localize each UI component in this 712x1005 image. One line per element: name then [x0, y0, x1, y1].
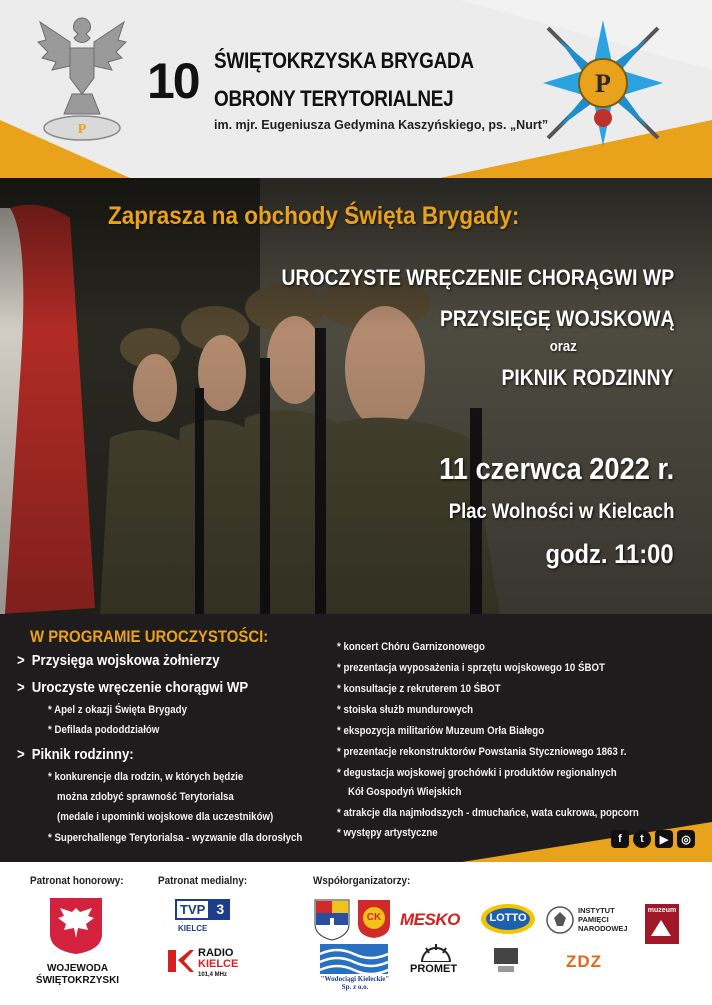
event-family-picnic: PIKNIK RODZINNY	[501, 365, 674, 390]
brigade-name-line1: ŚWIĘTOKRZYSKA BRYGADA	[214, 48, 474, 73]
event-flag-ceremony: UROCZYSTE WRĘCZENIE CHORĄGWI WP	[281, 265, 674, 290]
program-attraction: Kół Gospodyń Wiejskich	[348, 786, 462, 798]
wojewoda-line1: WOJEWODA	[46, 963, 109, 974]
lotto-text: LOTTO	[489, 912, 527, 924]
tvp-city: KIELCE	[178, 924, 208, 933]
event-date: 11 czerwca 2022 r.	[438, 451, 674, 486]
brigade-name-line2: OBRONY TERYTORIALNEJ	[214, 86, 454, 111]
patrons-section	[0, 862, 712, 1005]
muzeum-text: muzeum	[647, 907, 677, 914]
program-attraction: * koncert Chóru Garnizonowego	[337, 641, 485, 653]
co-organizers-label: Współorganizatorzy:	[313, 875, 411, 887]
brigade-patron: im. mjr. Eugeniusza Gedymina Kaszyńskiego, ps. „Nurt”	[214, 118, 549, 132]
social-icons	[611, 830, 695, 848]
wodociagi-line1: "Wodociągi Kieleckie"	[320, 975, 390, 983]
wdk-logo-icon	[492, 946, 520, 976]
program-section	[0, 614, 712, 862]
tvp-brand: TVP	[175, 899, 210, 920]
lotto-logo	[480, 902, 536, 936]
program-attraction: * występy artystyczne	[337, 827, 438, 839]
event-oath: PRZYSIĘGĘ WOJSKOWĄ	[439, 306, 674, 331]
program-item-flag	[17, 679, 248, 696]
promet-sun-icon	[418, 942, 454, 962]
ipn-logo	[578, 906, 628, 933]
radio-kielce-logo	[198, 948, 238, 981]
honorary-patronage-label: Patronat honorowy:	[30, 875, 124, 887]
ipn-line1: INSTYTUT	[578, 906, 615, 915]
program-subitem: * konkurencje dla rodzin, w których będzie	[48, 771, 244, 783]
chevron-right-icon: >	[17, 679, 25, 696]
program-attraction: * atrakcje dla najmłodszych - dmuchańce, wata cukrowa, popcorn	[337, 807, 639, 819]
zdz-logo: ZDZ	[566, 952, 603, 971]
program-attraction: * ekspozycja militariów Muzeum Orła Białego	[337, 725, 545, 737]
program-attraction: * konsultacje z rekruterem 10 ŚBOT	[337, 683, 501, 695]
program-item-picnic	[17, 746, 134, 763]
twitter-icon[interactable]: t	[633, 830, 651, 848]
event-time: godz. 11:00	[545, 539, 674, 569]
program-attraction: * degustacja wojskowej grochówki i produktów regionalnych	[337, 767, 617, 779]
event-conjunction: oraz	[549, 338, 577, 355]
radio-line1: RADIO	[198, 947, 234, 959]
brigade-number: 10	[147, 53, 199, 109]
ipn-line2: PAMIĘCI	[578, 915, 609, 924]
svg-text:P: P	[77, 122, 87, 137]
program-attraction: * prezentacja wyposażenia i sprzętu wojskowego 10 ŚBOT	[337, 662, 605, 674]
mesko-logo: MESKO	[400, 910, 460, 929]
wodociagi-wave-icon	[320, 944, 388, 974]
promet-logo: PROMET	[410, 963, 458, 975]
program-attraction: * stoiska służb mundurowych	[337, 704, 474, 716]
radio-freq: 101,4 MHz	[198, 972, 228, 978]
tvp-number: 3	[210, 899, 230, 920]
swietokrzyskie-coat-of-arms-icon	[313, 898, 351, 942]
media-patronage-label: Patronat medialny:	[158, 875, 248, 887]
brigade-star-badge-icon	[538, 18, 668, 148]
program-subitem: * Superchallenge Terytorialsa - wyzwanie dla dorosłych	[48, 832, 303, 844]
radio-line2: KIELCE	[198, 958, 239, 970]
program-item-label: Uroczyste wręczenie chorągwi WP	[31, 679, 249, 696]
program-subitem: * Defilada pododdziałów	[48, 724, 160, 736]
svg-text:P: P	[595, 69, 611, 98]
program-title: W PROGRAMIE UROCZYSTOŚCI:	[30, 627, 269, 646]
program-subitem: można zdobyć sprawność Terytorialsa	[57, 791, 234, 803]
program-item-label: Przysięga wojskowa żołnierzy	[31, 652, 220, 669]
program-item-oath	[17, 652, 220, 669]
facebook-icon[interactable]: f	[611, 830, 629, 848]
muzeum-logo	[645, 904, 679, 944]
event-place: Plac Wolności w Kielcach	[448, 500, 674, 523]
wodociagi-logo	[310, 975, 400, 991]
hero-photo	[0, 178, 712, 614]
instagram-icon[interactable]: ◎	[677, 830, 695, 848]
radio-kielce-mark-icon	[166, 948, 194, 974]
poland-coat-of-arms-icon	[46, 896, 106, 956]
program-subitem: * Apel z okazji Święta Brygady	[48, 704, 187, 716]
chevron-right-icon: >	[17, 746, 25, 763]
invitation-heading: Zaprasza na obchody Święta Brygady:	[108, 202, 520, 230]
youtube-icon[interactable]: ▶	[655, 830, 673, 848]
program-subitem: (medale i upominki wojskowe dla uczestników)	[57, 811, 274, 823]
program-attraction: * prezentacje rekonstruktorów Powstania Styczniowego 1863 r.	[337, 746, 627, 758]
wojewoda-line2: ŚWIĘTOKRZYSKI	[35, 975, 120, 986]
ipn-eagle-icon	[546, 906, 574, 934]
ck-text: CK	[366, 912, 382, 923]
header-banner	[0, 0, 712, 178]
tvp3-logo	[175, 899, 230, 920]
program-item-label: Piknik rodzinny:	[31, 746, 134, 763]
chevron-right-icon: >	[17, 652, 25, 669]
wojewoda-logo	[30, 963, 125, 987]
ipn-line3: NARODOWEJ	[578, 924, 628, 933]
ck-logo	[356, 898, 392, 940]
wodociagi-line2: Sp. z o.o.	[341, 983, 369, 991]
eagle-emblem-icon	[30, 8, 134, 148]
